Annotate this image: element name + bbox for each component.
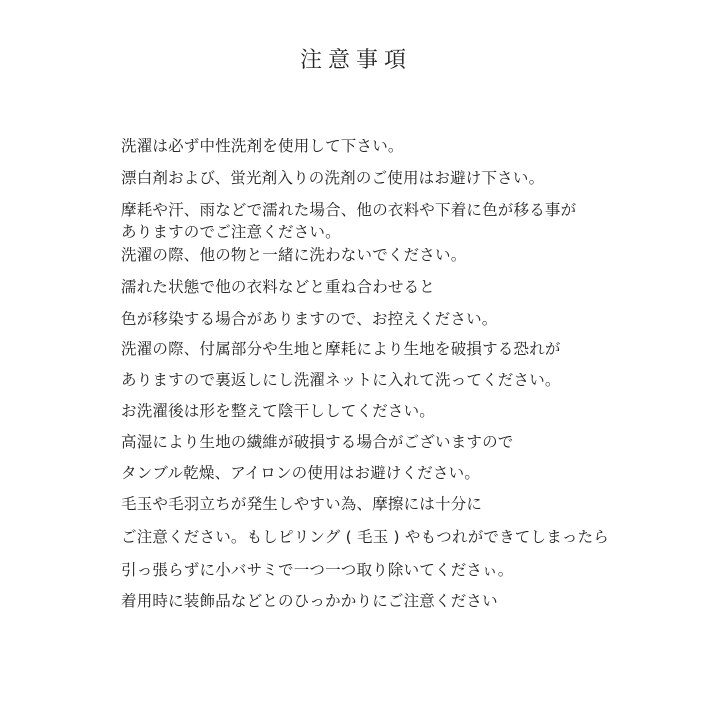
notice-line: 高湿により生地の繊維が破損する場合がございますので — [121, 433, 514, 451]
notice-line: 引っ張らずに小バサミで一つ一つ取り除いてくださぃ。 — [121, 561, 514, 579]
page-title: 注意事項 — [299, 48, 412, 73]
notice-line: 洗濯は必ず中性洗剤を使用して下さい。 — [121, 137, 404, 155]
notice-line: 洗濯の際、付属部分や生地と摩耗により生地を破損する恐れが — [121, 340, 561, 358]
notice-line: ご注意ください。もしピリング ( 毛玉 ) やもつれができてしまったら — [121, 528, 609, 546]
notice-line: 洗濯の際、他の物と一緒に洗わないでください。 — [121, 246, 467, 264]
notice-line: 毛玉や毛羽立ちが発生しやすい為、摩擦には十分に — [121, 495, 483, 513]
notice-line: 着用時に装飾品などとのひっかかりにご注意ください — [121, 592, 498, 610]
notice-line: 色が移染する場合がありますので、お控えください。 — [121, 310, 498, 328]
notice-line: タンブル乾燥、アイロンの使用はお避けください。 — [121, 464, 481, 482]
notice-line: 摩耗や汗、雨などで濡れた場合、他の衣料や下着に色が移る事が — [121, 201, 577, 219]
notice-line: お洗濯後は形を整えて陰干ししてください。 — [121, 402, 436, 420]
notice-line: ありますので裏返しにし洗濯ネットに入れて洗ってください。 — [121, 371, 561, 389]
notice-line: 漂白剤および、蛍光剤入りの洗剤のご使用はお避け下さい。 — [121, 169, 545, 187]
notice-line: ありますのでご注意ください。 — [121, 223, 341, 241]
notice-line: 濡れた状態で他の衣料などと重ね合わせると — [121, 278, 436, 296]
